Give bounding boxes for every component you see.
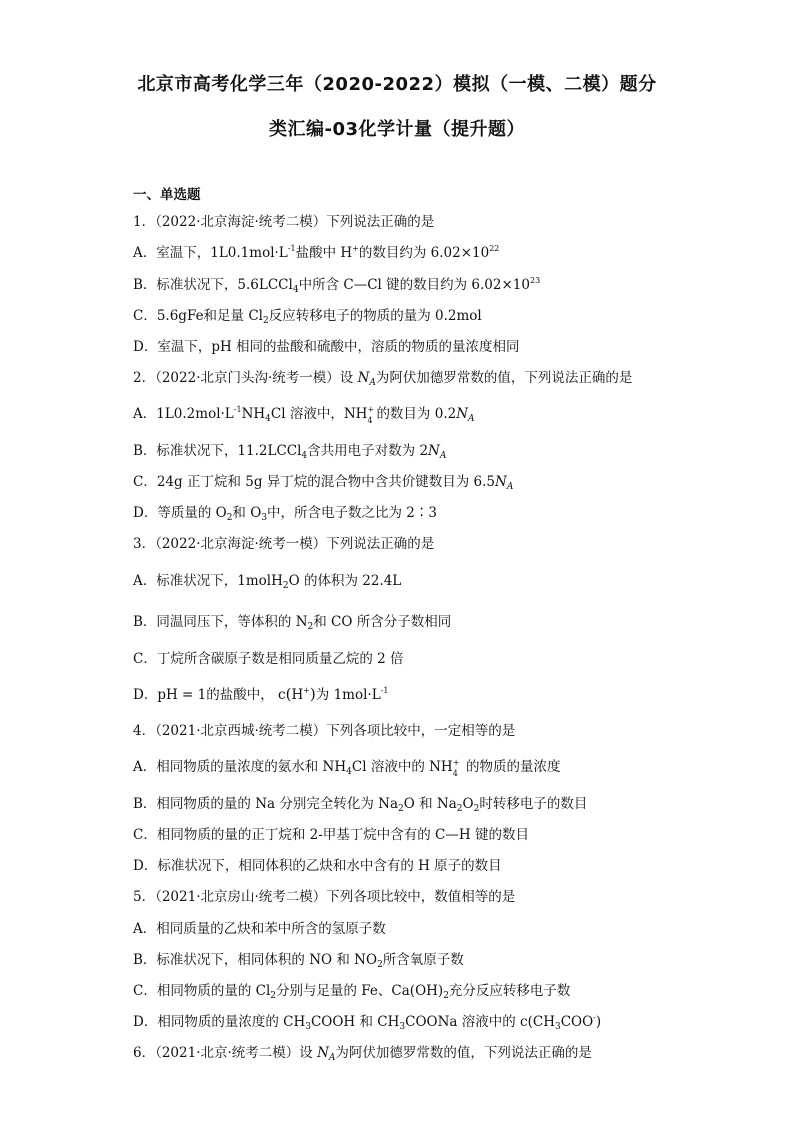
- question-3-option-d: D．pH = 1的盐酸中， c(H+)为 $1mol\cdot L^{-1}$: [133, 685, 389, 703]
- question-2-option-b: B．标准状况下，11.2LCCl$_4$含共用电子对数为 $2N_A$: [133, 443, 447, 461]
- question-5-stem: 5．（2021·北京房山·统考二模）下列各项比较中，数值相等的是: [133, 889, 516, 905]
- document-title-line-2: 类汇编-03化学计量（提升题）: [268, 119, 526, 140]
- question-3-stem: 3．（2022·北京海淀·统考一模）下列说法正确的是: [133, 536, 435, 552]
- question-4-option-c: C．相同物质的量的正丁烷和 2-甲基丁烷中含有的 C—H 键的数目: [133, 827, 529, 843]
- question-5-option-a: A．相同质量的乙炔和苯中所含的氢原子数: [133, 921, 386, 937]
- question-3-option-c: C．丁烷所含碳原子数是相同质量乙烷的 2 倍: [133, 651, 404, 667]
- question-1-stem: 1．（2022·北京海淀·统考二模）下列说法正确的是: [133, 214, 435, 230]
- question-1-option-a: A．室温下，$1L0.1mol\cdot L^{-1}$盐酸中 H+的数目约为 $6.02\times 10^{22}$: [133, 244, 500, 261]
- question-5-option-b: B．标准状况下，相同体积的 NO 和 $NO_2$所含氧原子数: [133, 952, 464, 970]
- question-4-option-d: D．标准状况下，相同体积的乙炔和水中含有的 H 原子的数目: [133, 858, 502, 874]
- question-5-option-d: D．相同物质的量浓度的 $CH_3COOH$ 和 $CH_3COONa$ 溶液中的 $c(CH_3COO^-)$: [133, 1013, 602, 1032]
- question-1-option-c: C．5.6gFe和足量 $Cl_2$反应转移电子的物质的量为 0.2mol: [133, 308, 482, 326]
- question-3-option-a: A．标准状况下，1molH$_2$O 的体积为 22.4L: [133, 573, 402, 591]
- question-6-stem: 6．（2021·北京·统考二模）设 $N_A$为阿伏加德罗常数的值，下列说法正确的是: [133, 1045, 592, 1063]
- question-1-option-b: B．标准状况下，5.6LCCl$_4$中所含 C—Cl 键的数目约为 $6.02\times 10^{23}$: [133, 276, 541, 295]
- question-4-option-b: B．相同物质的量的 Na 分别完全转化为 $Na_2O$ 和 $Na_2O_2$时转移电子的数目: [133, 796, 588, 814]
- question-3-option-b: B．同温同压下，等体积的 $N_2$和 CO 所含分子数相同: [133, 614, 452, 632]
- question-4-stem: 4．（2021·北京西城·统考二模）下列各项比较中，一定相等的是: [133, 723, 516, 739]
- question-5-option-c: C．相同物质的量的 $Cl_2$分别与足量的 Fe、$Ca(OH)_2$充分反应转移电子数: [133, 983, 571, 1001]
- question-2-stem: 2．（2022·北京门头沟·统考一模）设 $N_A$为阿伏加德罗常数的值，下列说法正确的是: [133, 370, 633, 388]
- question-4-option-a: A．相同物质的量浓度的氨水和 $NH_4Cl$ 溶液中的 NH + 4 的物质的量浓度: [133, 758, 561, 778]
- question-2-option-d: D．等质量的 $O_2$和 $O_3$中，所含电子数之比为 2∶3: [133, 505, 437, 523]
- section-heading: 一、单选题: [133, 187, 201, 203]
- document-title-line-1: 北京市高考化学三年（2020-2022）模拟（一模、二模）题分: [137, 74, 657, 95]
- question-1-option-d: D．室温下，pH 相同的盐酸和硫酸中，溶质的物质的量浓度相同: [133, 339, 520, 355]
- question-2-option-c: C．24g 正丁烷和 5g 异丁烷的混合物中含共价键数目为 $6.5N_A$: [133, 474, 514, 492]
- question-2-option-a: A．$1L0.2mol\cdot L^{-1}NH_4Cl$ 溶液中，NH + 4 的数目为 $0.2N_A$: [133, 405, 475, 425]
